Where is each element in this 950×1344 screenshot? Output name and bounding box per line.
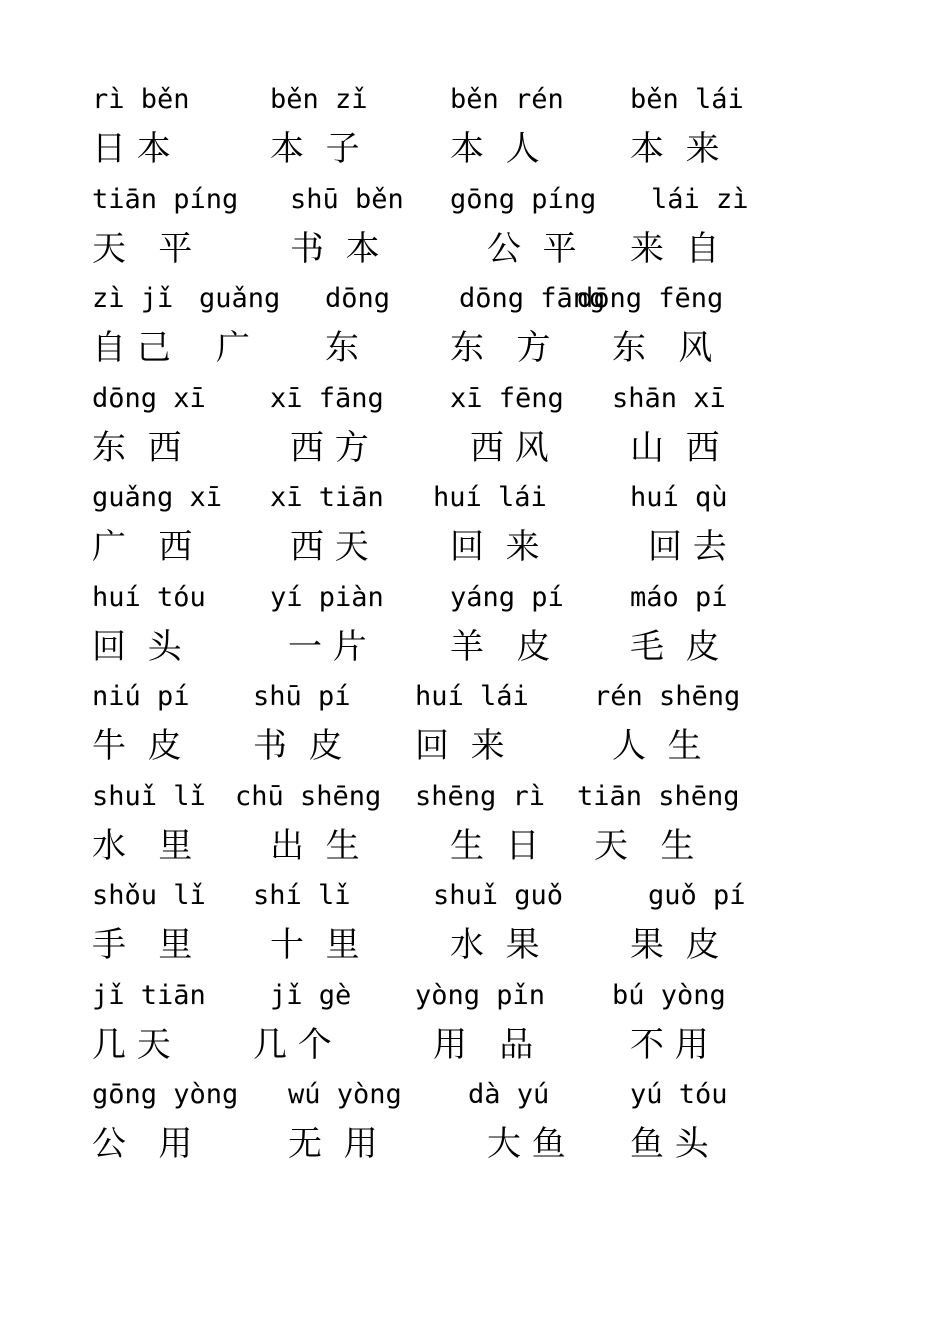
hanzi-word: 天 生 [594,825,695,866]
pinyin-word: huí lái [415,681,529,712]
hanzi-word: 回 来 [415,726,505,766]
pinyin-word: huí lái [433,482,547,513]
pinyin-word: tiān píng [92,183,239,215]
pinyin-word: shū pí [253,681,351,712]
hanzi-word: 不 用 [630,1024,709,1065]
pinyin-word: yí piàn [270,581,384,613]
hanzi-word: 几 天 [92,1024,171,1065]
pinyin-word: dōng fāng [459,283,606,314]
pinyin-word: lái zì [651,183,749,215]
pinyin-word: huí tóu [92,581,206,613]
hanzi-word: 用 品 [433,1024,534,1065]
pinyin-word: shǒu lǐ [92,880,206,911]
pinyin-word: jǐ gè [270,979,352,1011]
hanzi-word: 日 本 [92,129,171,169]
pinyin-word: niú pí [92,681,190,712]
hanzi-word: 西 天 [290,527,369,567]
hanzi-word: 书 皮 [253,726,343,766]
pinyin-word: shuǐ guǒ [433,880,564,911]
hanzi-word: 十 里 [270,925,360,965]
pinyin-word: rì běn [92,84,190,115]
hanzi-word: 山 西 [630,427,720,468]
hanzi-word: 本 人 [450,129,540,169]
hanzi-word: 出 生 [270,825,360,866]
pinyin-word: shān xī [612,382,726,414]
pinyin-word: huí qù [630,482,728,513]
hanzi-word: 广 西 [92,527,193,567]
pinyin-word: běn lái [630,84,744,115]
pinyin-word: dōng [325,283,391,314]
pinyin-word: guǒ pí [648,880,746,911]
hanzi-word: 水 里 [92,825,193,866]
hanzi-word: 大 鱼 [487,1124,566,1164]
pinyin-word: běn rén [450,84,564,115]
hanzi-word: 生 日 [450,825,540,866]
hanzi-word: 书 本 [290,228,380,269]
pinyin-word: shí lǐ [253,880,351,911]
pinyin-word: shuǐ lǐ [92,780,206,812]
pinyin-word: guǎng [199,283,281,314]
pinyin-word: zì jǐ [92,283,174,314]
pinyin-word: chū shēng [235,780,382,812]
hanzi-word: 羊 皮 [450,626,551,667]
pinyin-word: wú yòng [288,1079,402,1110]
hanzi-word: 来 自 [630,228,720,269]
pinyin-word: shū běn [290,183,404,215]
pinyin-word: xī fāng [270,382,384,414]
hanzi-word: 东 风 [612,328,713,368]
hanzi-word: 水 果 [450,925,540,965]
hanzi-word: 本 子 [270,129,360,169]
hanzi-word: 公 平 [487,228,577,269]
hanzi-word: 自 己 [92,328,171,368]
hanzi-word: 东 [325,328,359,368]
hanzi-word: 公 用 [92,1124,193,1164]
hanzi-word: 回 去 [648,527,727,567]
hanzi-word: 回 头 [92,626,182,667]
pinyin-word: xī fēng [450,382,564,414]
hanzi-word: 东 西 [92,427,182,468]
pinyin-word: máo pí [630,581,728,613]
hanzi-word: 鱼 头 [630,1124,709,1164]
pinyin-word: rén shēng [594,681,741,712]
hanzi-word: 一 片 [288,626,367,667]
hanzi-word: 回 来 [450,527,540,567]
pinyin-word: bú yòng [612,979,726,1011]
hanzi-word: 东 方 [450,328,551,368]
pinyin-word: dōng fēng [577,283,724,314]
pinyin-word: jǐ tiān [92,979,206,1011]
pinyin-word: gōng yòng [92,1079,239,1110]
pinyin-word: shēng rì [415,780,546,812]
hanzi-word: 果 皮 [630,925,720,965]
hanzi-word: 西 方 [290,427,369,468]
pinyin-word: dà yú [468,1079,550,1110]
pinyin-word: dōng xī [92,382,206,414]
pinyin-word: gōng píng [450,183,597,215]
pinyin-word: guǎng xī [92,482,223,513]
hanzi-word: 本 来 [630,129,720,169]
hanzi-word: 广 [216,328,250,368]
hanzi-word: 牛 皮 [92,726,182,766]
hanzi-word: 几 个 [253,1024,332,1065]
hanzi-word: 毛 皮 [630,626,720,667]
hanzi-word: 天 平 [92,228,193,269]
pinyin-word: yú tóu [630,1079,728,1110]
pinyin-word: běn zǐ [270,84,368,115]
hanzi-word: 手 里 [92,925,193,965]
hanzi-word: 人 生 [612,726,702,766]
hanzi-word: 西 风 [470,427,549,468]
pinyin-word: xī tiān [270,482,384,513]
pinyin-word: yòng pǐn [415,979,546,1011]
pinyin-word: yáng pí [450,581,564,613]
hanzi-word: 无 用 [288,1124,378,1164]
pinyin-word: tiān shēng [577,780,740,812]
